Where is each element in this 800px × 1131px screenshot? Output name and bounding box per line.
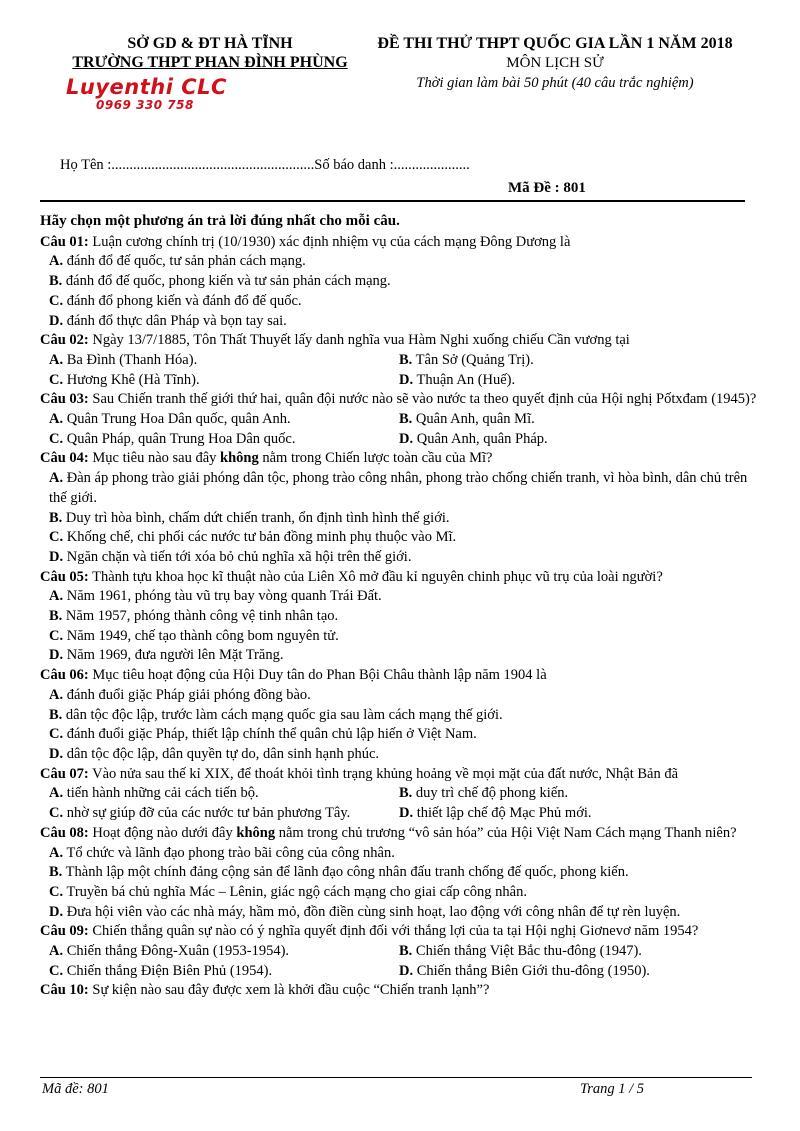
option-letter: A.: [49, 351, 64, 368]
question-text: Ngày 13/7/1885, Tôn Thất Thuyết lấy danh nghĩa vua Hàm Nghi xuống chiếu Cần vương tại: [92, 332, 630, 349]
option-text: Hương Khê (Hà Tĩnh).: [66, 371, 200, 388]
option-letter: B.: [49, 608, 63, 625]
question-6: [40, 666, 758, 686]
header-divider: [40, 200, 745, 202]
answer-option[interactable]: [40, 607, 758, 627]
option-letter: A.: [49, 686, 64, 703]
option-letter: B.: [49, 273, 63, 290]
answer-option[interactable]: [40, 430, 390, 450]
option-text: đánh đổ phong kiến và đánh đổ đế quốc.: [66, 292, 302, 309]
question-number: Câu 08:: [40, 824, 89, 841]
option-row: [40, 804, 758, 824]
footer-code: Mã đề: 801: [42, 1081, 109, 1097]
option-letter: D.: [49, 745, 64, 762]
answer-option[interactable]: [40, 371, 390, 391]
option-letter: A.: [49, 411, 64, 428]
answer-option[interactable]: [390, 410, 749, 430]
answer-option[interactable]: [40, 745, 758, 765]
option-text: Quân Pháp, quân Trung Hoa Dân quốc.: [66, 430, 296, 447]
answer-option[interactable]: [40, 883, 758, 903]
question-4: [40, 449, 758, 469]
question-text: Luận cương chính trị (10/1930) xác định nhiệm vụ của cách mạng Đông Dương là: [92, 233, 571, 250]
question-text: nằm trong Chiến lược toàn cầu của Mĩ?: [258, 450, 493, 467]
option-row: [40, 942, 758, 962]
option-text: Truyền bá chủ nghĩa Mác – Lênin, giác ngộ cách mạng cho giai cấp công nhân.: [66, 883, 527, 900]
answer-option[interactable]: [390, 371, 749, 391]
answer-option[interactable]: [40, 627, 758, 647]
answer-option[interactable]: [390, 804, 749, 824]
answer-option[interactable]: [40, 548, 758, 568]
question-number: Câu 04:: [40, 450, 89, 467]
option-letter: D.: [49, 903, 64, 920]
id-field: Số báo danh :.....................: [314, 157, 470, 173]
answer-option[interactable]: [40, 312, 758, 332]
answer-option[interactable]: [40, 962, 390, 982]
option-text: tiến hành những cải cách tiến bộ.: [66, 785, 259, 802]
name-field: Họ Tên :........................................................: [60, 157, 315, 173]
question-text: Vào nửa sau thế kỉ XIX, để thoát khỏi tình trạng khủng hoảng về mọi mặt của đất nước, Nhật Bản đã: [92, 765, 679, 782]
option-letter: D.: [399, 371, 414, 388]
option-text: Năm 1949, chế tạo thành công bom nguyên tử.: [66, 627, 339, 644]
option-text: Năm 1957, phóng thành công vệ tinh nhân tạo.: [65, 608, 339, 625]
duration: Thời gian làm bài 50 phút (40 câu trắc nghiệm): [416, 75, 694, 91]
option-text: Chiến thắng Điện Biên Phủ (1954).: [66, 962, 273, 979]
question-emphasis: không: [236, 824, 276, 841]
option-text: đánh đuổi giặc Pháp giải phóng đồng bào.: [66, 686, 311, 703]
answer-option[interactable]: [40, 292, 758, 312]
option-letter: C.: [49, 627, 64, 644]
option-letter: B.: [49, 509, 63, 526]
option-text: Ngăn chặn và tiến tới xóa bỏ chủ nghĩa xã hội trên thế giới.: [66, 548, 412, 565]
question-number: Câu 06:: [40, 667, 89, 684]
answer-option[interactable]: [40, 863, 758, 883]
answer-option[interactable]: [40, 804, 390, 824]
question-number: Câu 09:: [40, 923, 89, 940]
question-number: Câu 10:: [40, 982, 89, 999]
question-text: Sự kiện nào sau đây được xem là khởi đầu cuộc “Chiến tranh lạnh”?: [92, 982, 490, 999]
answer-option[interactable]: [390, 351, 749, 371]
option-text: đánh đổ thực dân Pháp và bọn tay sai.: [66, 312, 287, 329]
option-text: Quân Anh, quân Mĩ.: [415, 411, 535, 428]
option-letter: A.: [49, 943, 64, 960]
option-letter: D.: [49, 312, 64, 329]
question-5: [40, 568, 758, 588]
answer-option[interactable]: [40, 646, 758, 666]
option-letter: C.: [49, 371, 64, 388]
answer-option[interactable]: [390, 962, 749, 982]
option-letter: C.: [49, 883, 64, 900]
dept-name: SỞ GD & ĐT HÀ TĨNH: [127, 35, 293, 52]
student-info: [60, 157, 470, 174]
question-list: [40, 212, 758, 1001]
option-text: Duy trì hòa bình, chấm dứt chiến tranh, ổn định tình hình thế giới.: [65, 509, 450, 526]
footer-page: Trang 1 / 5: [580, 1081, 645, 1097]
option-text: Năm 1961, phóng tàu vũ trụ bay vòng quanh Trái Đất.: [66, 588, 382, 605]
option-row: [40, 351, 758, 371]
question-7: [40, 765, 758, 785]
option-letter: B.: [49, 706, 63, 723]
footer-divider: [40, 1077, 752, 1078]
option-letter: B.: [399, 411, 413, 428]
option-letter: A.: [49, 588, 64, 605]
option-letter: B.: [49, 864, 63, 881]
answer-option[interactable]: [40, 351, 390, 371]
answer-option[interactable]: [40, 528, 758, 548]
option-letter: B.: [399, 351, 413, 368]
option-text: nhờ sự giúp đỡ của các nước tư bản phương Tây.: [66, 805, 351, 822]
answer-option[interactable]: [390, 784, 749, 804]
option-text: đánh đổ đế quốc, phong kiến và tư sản phản cách mạng.: [65, 273, 391, 290]
option-letter: D.: [49, 548, 64, 565]
question-1: [40, 233, 758, 253]
question-8: [40, 824, 758, 844]
option-letter: C.: [49, 726, 64, 743]
option-letter: C.: [49, 962, 64, 979]
question-number: Câu 05:: [40, 568, 89, 585]
option-text: Tổ chức và lãnh đạo phong trào bãi công của công nhân.: [66, 844, 395, 861]
exam-title: ĐỀ THI THỬ THPT QUỐC GIA LẦN 1 NĂM 2018: [377, 35, 733, 52]
question-text: Mục tiêu nào sau đây: [92, 450, 221, 467]
answer-option[interactable]: [40, 725, 758, 745]
option-letter: C.: [49, 529, 64, 546]
option-text: duy trì chế độ phong kiến.: [415, 785, 569, 802]
question-number: Câu 07:: [40, 765, 89, 782]
question-10: [40, 981, 758, 1001]
answer-option[interactable]: [40, 469, 758, 508]
header-left: [60, 34, 360, 72]
answer-option[interactable]: [40, 706, 758, 726]
option-text: Tân Sở (Quảng Trị).: [415, 351, 534, 368]
option-text: dân tộc độc lập, dân quyền tự do, dân sinh hạnh phúc.: [66, 745, 380, 762]
option-row: [40, 430, 758, 450]
option-row: [40, 371, 758, 391]
option-row: [40, 410, 758, 430]
option-letter: A.: [49, 844, 64, 861]
option-letter: C.: [49, 805, 64, 822]
question-text: Mục tiêu hoạt động của Hội Duy tân do Phan Bội Châu thành lập năm 1904 là: [92, 667, 547, 684]
option-letter: D.: [49, 647, 64, 664]
option-text: Khống chế, chi phối các nước tư bản đồng minh phụ thuộc vào Mĩ.: [66, 529, 457, 546]
option-letter: B.: [399, 785, 413, 802]
option-row: [40, 784, 758, 804]
option-text: đánh đuổi giặc Pháp, thiết lập chính thể quân chủ lập hiến ở Việt Nam.: [66, 726, 477, 743]
option-text: Quân Trung Hoa Dân quốc, quân Anh.: [66, 411, 291, 428]
brand-name: Luyenthi CLC: [66, 75, 227, 99]
option-text: Chiến thắng Đông-Xuân (1953-1954).: [66, 943, 290, 960]
answer-option[interactable]: [40, 410, 390, 430]
option-letter: A.: [49, 470, 64, 487]
option-text: Năm 1969, đưa người lên Mặt Trăng.: [66, 647, 284, 664]
option-text: thiết lập chế độ Mạc Phủ mới.: [416, 805, 592, 822]
question-text: nằm trong chủ trương “vô sản hóa” của Hội Việt Nam Cách mạng Thanh niên?: [275, 824, 737, 841]
instruction: Hãy chọn một phương án trả lời đúng nhất cho mỗi câu.: [40, 213, 400, 229]
option-letter: C.: [49, 292, 64, 309]
option-letter: C.: [49, 430, 64, 447]
answer-option[interactable]: [40, 252, 758, 272]
school-name: TRƯỜNG THPT PHAN ĐÌNH PHÙNG: [72, 54, 348, 71]
header-right: [360, 34, 750, 93]
answer-option[interactable]: [40, 509, 758, 529]
answer-option[interactable]: [40, 784, 390, 804]
answer-option[interactable]: [40, 272, 758, 292]
answer-option[interactable]: [40, 587, 758, 607]
option-text: Chiến thắng Biên Giới thu-đông (1950).: [416, 962, 650, 979]
question-3: [40, 390, 758, 410]
brand-logo: [66, 76, 236, 112]
answer-option[interactable]: [390, 942, 749, 962]
option-text: Thuận An (Huế).: [416, 371, 516, 388]
option-text: Ba Đình (Thanh Hóa).: [66, 351, 198, 368]
answer-option[interactable]: [40, 844, 758, 864]
option-text: Quân Anh, quân Pháp.: [416, 430, 548, 447]
option-letter: A.: [49, 253, 64, 270]
exam-code: Mã Đề : 801: [508, 180, 586, 196]
answer-option[interactable]: [40, 903, 758, 923]
question-number: Câu 01:: [40, 233, 89, 250]
option-text: Thành lập một chính đảng cộng sản để lãnh đạo công nhân đấu tranh chống đế quốc, phong kiến.: [65, 864, 629, 881]
question-text: Hoạt động nào dưới đây: [92, 824, 237, 841]
option-text: Đàn áp phong trào giải phóng dân tộc, phong trào công nhân, phong trào chống chiến tranh, vì hòa bình, dân chủ trên thế giới.: [49, 470, 748, 506]
option-text: Đưa hội viên vào các nhà máy, hầm mỏ, đồn điền cùng sinh hoạt, lao động với công nhân để tự rèn luyện.: [66, 903, 681, 920]
answer-option[interactable]: [40, 942, 390, 962]
option-letter: D.: [399, 805, 414, 822]
option-letter: A.: [49, 785, 64, 802]
subject: MÔN LỊCH SỬ: [506, 55, 604, 71]
question-text: Thành tựu khoa học kĩ thuật nào của Liên Xô mở đầu kỉ nguyên chinh phục vũ trụ của loài người?: [92, 568, 663, 585]
option-text: Chiến thắng Việt Bắc thu-đông (1947).: [415, 943, 642, 960]
brand-phone: 0969 330 758: [96, 98, 194, 112]
option-letter: D.: [399, 962, 414, 979]
question-9: [40, 922, 758, 942]
answer-option[interactable]: [40, 686, 758, 706]
option-letter: D.: [399, 430, 414, 447]
option-text: dân tộc độc lập, trước làm cách mạng quốc gia sau làm cách mạng thế giới.: [65, 706, 503, 723]
option-text: đánh đổ đế quốc, tư sản phản cách mạng.: [66, 253, 306, 270]
question-emphasis: không: [220, 450, 259, 467]
question-number: Câu 02:: [40, 332, 89, 349]
question-number: Câu 03:: [40, 391, 89, 408]
answer-option[interactable]: [390, 430, 749, 450]
option-letter: B.: [399, 943, 413, 960]
option-row: [40, 962, 758, 982]
question-text: Chiến thắng quân sự nào có ý nghĩa quyết định đối với thắng lợi của ta tại Hội nghị Giơnevơ năm 1954?: [92, 923, 699, 940]
question-2: [40, 331, 758, 351]
question-text: Sau Chiến tranh thế giới thứ hai, quân đội nước nào sẽ vào nước ta theo quyết định của Hội nghị Pốtxđam (1945)?: [92, 391, 757, 408]
